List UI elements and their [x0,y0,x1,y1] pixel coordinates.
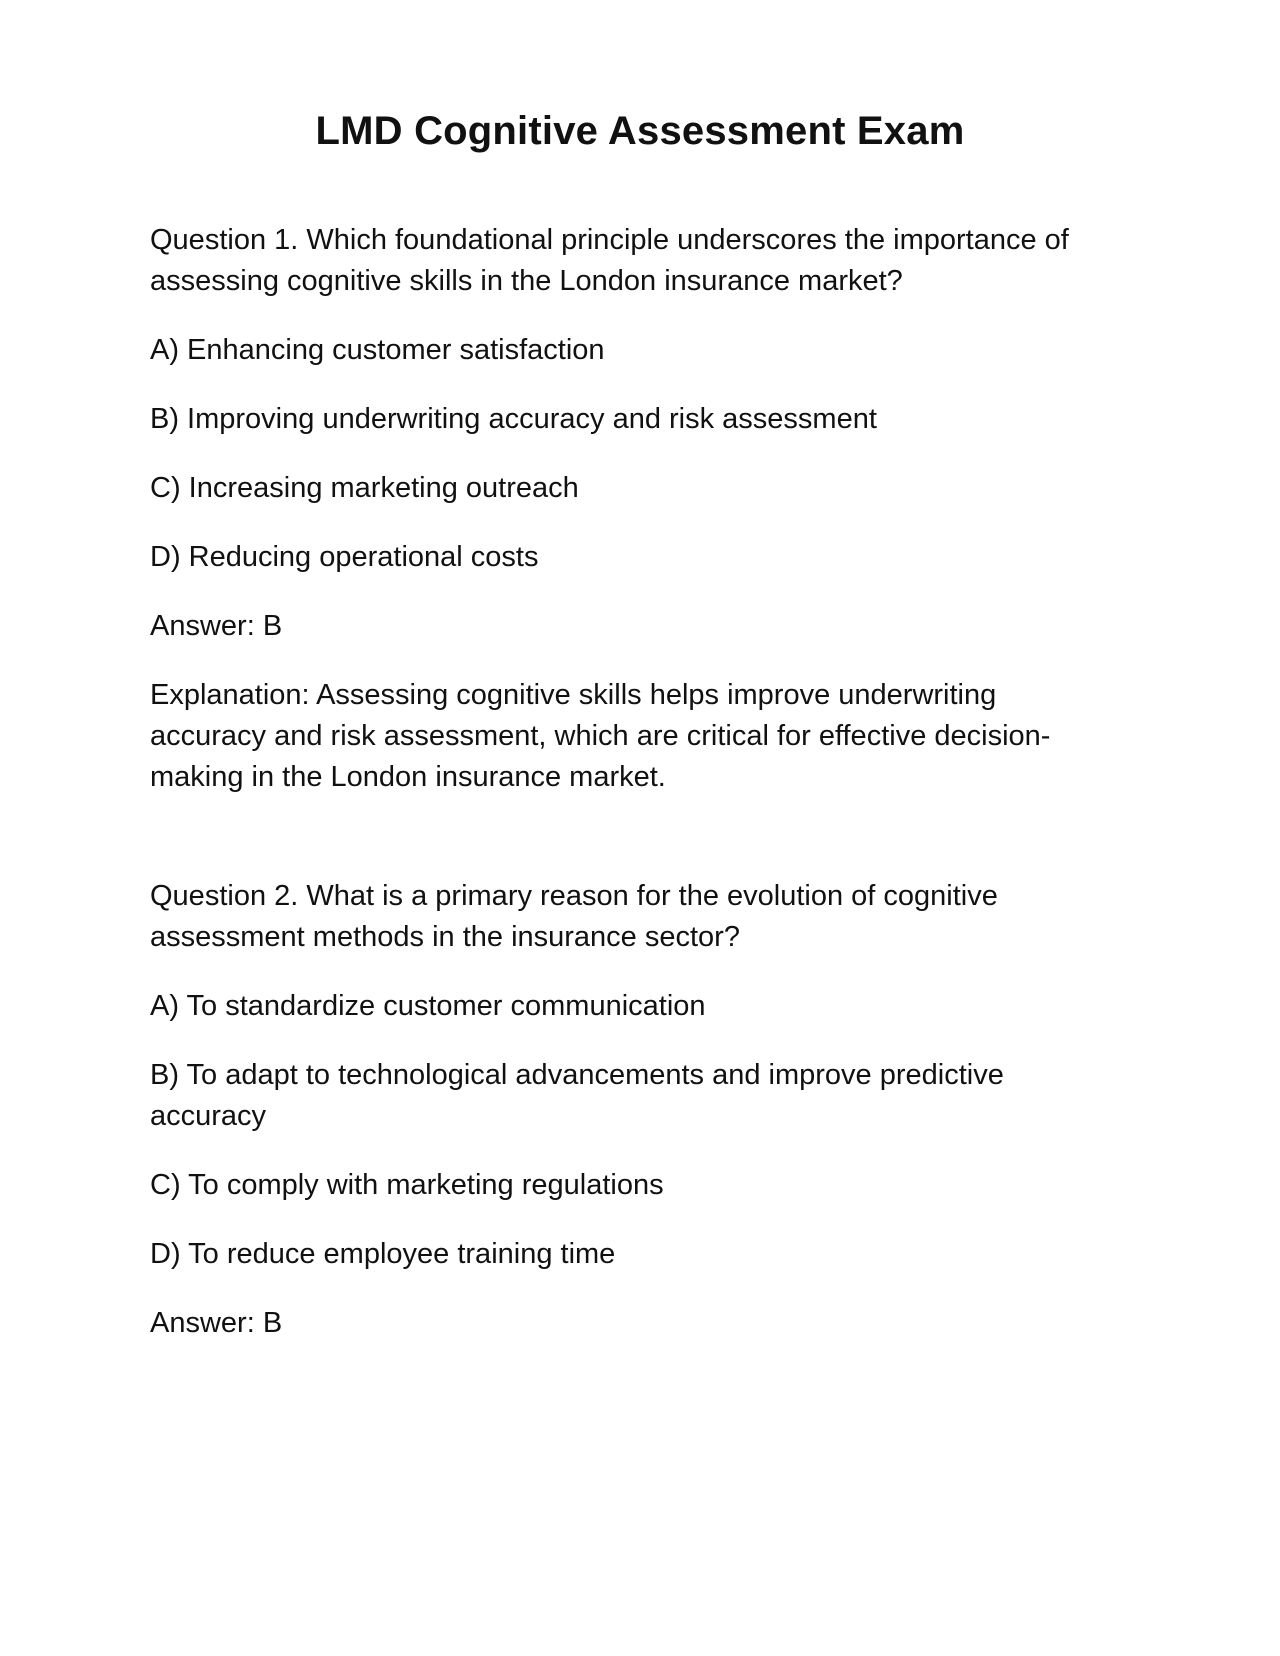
answer-text: Answer: B [150,1307,283,1339]
option-c: C) To comply with marketing regulations [150,1169,664,1201]
option-d: D) To reduce employee training time [150,1238,616,1270]
option-a: A) Enhancing customer satisfaction [150,334,605,366]
option-c: C) Increasing marketing outreach [150,472,579,504]
answer-options [150,330,1100,578]
option-b: B) To adapt to technological advancements and improve predictive accuracy [150,1059,1004,1132]
option-d: D) Reducing operational costs [150,541,539,573]
explanation-text: Explanation: Assessing cognitive skills helps improve underwriting accuracy and risk assessment, which are critical for effective decision-making in the London insurance market. [150,679,1051,793]
question-text: Question 2. What is a primary reason for the evolution of cognitive assessment methods in the insurance sector? [150,880,998,953]
questions-list [150,220,1100,1372]
question-2 [150,876,1100,1344]
answer-text: Answer: B [150,610,283,642]
answer-options [150,986,1100,1275]
option-b: B) Improving underwriting accuracy and risk assessment [150,403,877,435]
page-title: LMD Cognitive Assessment Exam [315,108,965,153]
question-1 [150,220,1100,798]
option-a: A) To standardize customer communication [150,990,706,1022]
question-text: Question 1. Which foundational principle underscores the importance of assessing cognitive skills in the London insurance market? [150,224,1069,297]
